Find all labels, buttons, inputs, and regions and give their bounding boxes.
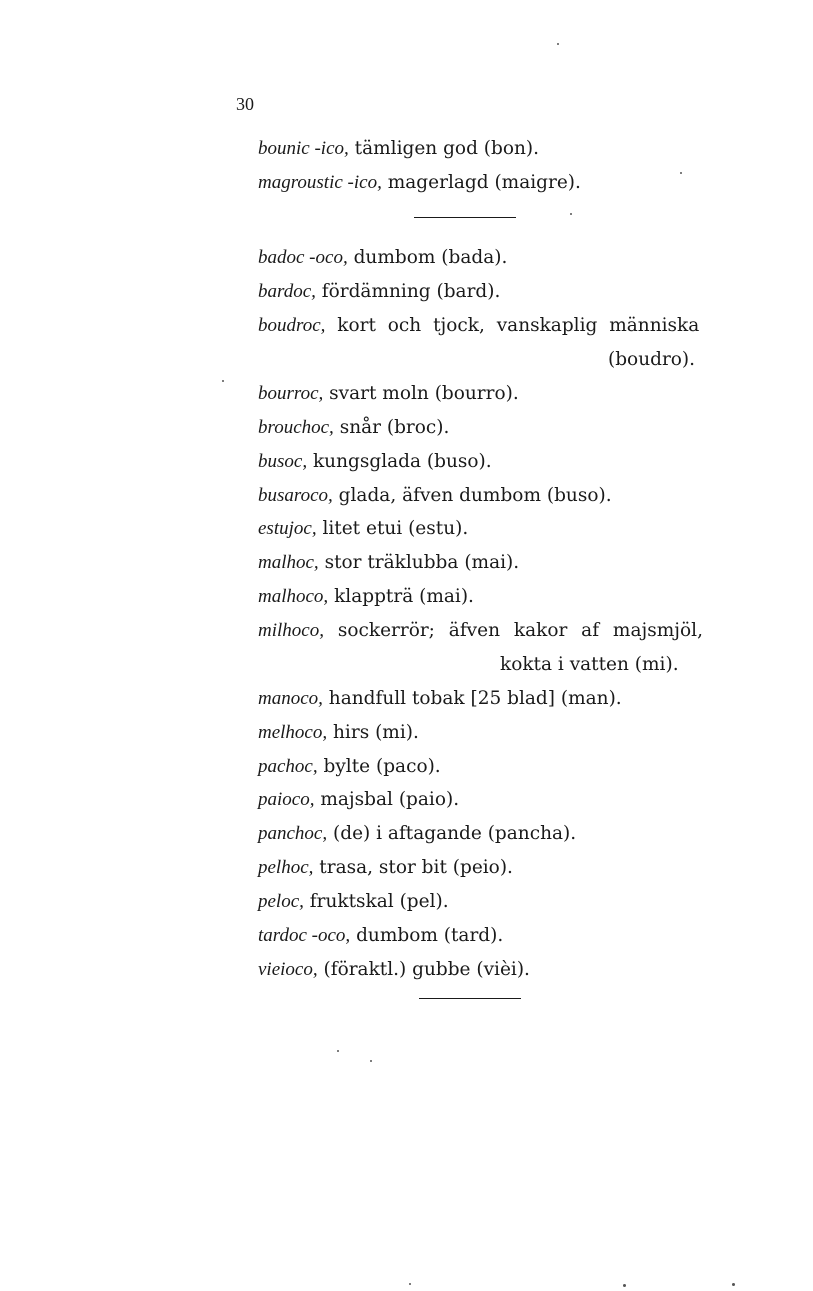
headword: melhoco, (258, 722, 328, 743)
entry-boudroc (258, 315, 699, 337)
entry-manoco (258, 688, 622, 710)
continuation-milhoco: kokta i vatten (mi). (500, 654, 679, 675)
headword: estujoc, (258, 518, 317, 539)
end-divider (419, 998, 521, 999)
definition: snår (broc). (339, 417, 450, 438)
entry-vieioco (258, 959, 530, 981)
definition: sockerrör; äfven kakor af majsmjöl, (337, 620, 703, 641)
headword: peloc, (258, 891, 304, 912)
definition: trasa, stor bit (peio). (319, 857, 513, 878)
scan-speck (623, 1284, 626, 1287)
headword: bardoc, (258, 281, 316, 302)
definition: (de) i aftagande (pancha). (333, 823, 577, 844)
headword: bounic -ico, (258, 138, 349, 159)
headword: bourroc, (258, 383, 324, 404)
definition: (föraktl.) gubbe (vièi). (323, 959, 530, 980)
headword: malhoc, (258, 552, 319, 573)
headword: vieioco, (258, 959, 318, 980)
headword: malhoco, (258, 586, 329, 607)
scan-speck (337, 1050, 339, 1052)
headword: milhoco, (258, 620, 324, 641)
entry-magroustic (258, 172, 581, 194)
definition: fruktskal (pel). (309, 891, 449, 912)
headword: panchoc, (258, 823, 328, 844)
definition: stor träklubba (mai). (324, 552, 520, 573)
continuation-boudroc: (boudro). (608, 349, 696, 370)
definition: dumbom (bada). (353, 247, 508, 268)
definition: litet etui (estu). (322, 518, 469, 539)
entry-malhoco (258, 586, 474, 608)
entry-malhoc (258, 552, 519, 574)
section-divider (414, 217, 516, 218)
entry-busoc (258, 451, 492, 473)
scan-speck (680, 172, 682, 174)
definition: fördämning (bard). (321, 281, 501, 302)
scan-speck (409, 1283, 411, 1285)
definition: magerlagd (maigre). (387, 172, 581, 193)
entry-estujoc (258, 518, 468, 540)
entry-busaroco (258, 485, 612, 507)
entry-melhoco (258, 722, 419, 744)
headword: busaroco, (258, 485, 333, 506)
entry-peloc (258, 891, 449, 913)
page-number: 30 (236, 94, 254, 114)
definition: klappträ (mai). (334, 586, 474, 607)
headword: boudroc, (258, 315, 326, 336)
definition: tämligen god (bon). (354, 138, 539, 159)
definition: hirs (mi). (333, 722, 419, 743)
headword: brouchoc, (258, 417, 334, 438)
entry-bourroc (258, 383, 519, 405)
headword: tardoc -oco, (258, 925, 351, 946)
scan-speck (732, 1283, 735, 1286)
entry-bardoc (258, 281, 500, 303)
headword: manoco, (258, 688, 323, 709)
entry-milhoco (258, 620, 703, 642)
entry-tardoc (258, 925, 503, 947)
definition: bylte (paco). (323, 756, 441, 777)
scan-speck (570, 213, 572, 215)
entry-brouchoc (258, 417, 449, 439)
scan-speck (222, 380, 224, 382)
headword: pelhoc, (258, 857, 314, 878)
entry-pachoc (258, 756, 441, 778)
entry-pelhoc (258, 857, 513, 879)
headword: busoc, (258, 451, 308, 472)
entry-bounic (258, 138, 539, 160)
entry-paioco (258, 789, 459, 811)
headword: magroustic -ico, (258, 172, 382, 193)
scan-speck (557, 43, 559, 45)
definition: kort och tjock, vanskaplig människa (337, 315, 700, 336)
definition: handfull tobak [25 blad] (man). (328, 688, 622, 709)
definition: glada, äfven dumbom (buso). (338, 485, 612, 506)
entry-badoc (258, 247, 507, 269)
definition: majsbal (paio). (320, 789, 460, 810)
scan-speck (370, 1060, 372, 1062)
headword: pachoc, (258, 756, 318, 777)
definition: kungsglada (buso). (312, 451, 492, 472)
definition: dumbom (tard). (356, 925, 504, 946)
headword: badoc -oco, (258, 247, 348, 268)
definition: svart moln (bourro). (329, 383, 519, 404)
headword: paioco, (258, 789, 315, 810)
entry-panchoc (258, 823, 576, 845)
